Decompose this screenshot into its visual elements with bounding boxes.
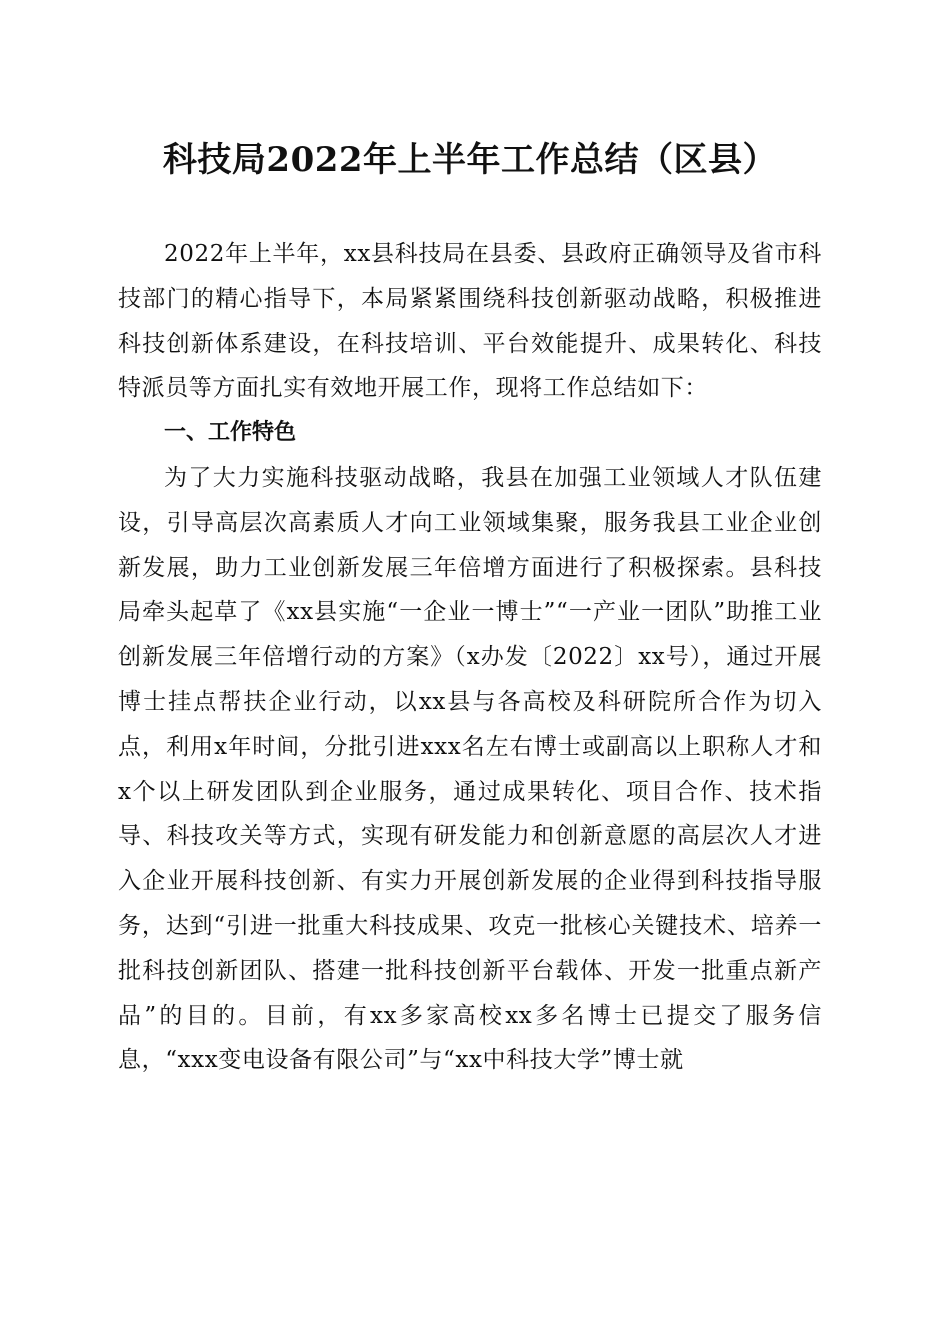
intro-paragraph: 2022年上半年，xx县科技局在县委、县政府正确领导及省市科技部门的精心指导下，本局紧紧围绕科技创新驱动战略，积极推进科技创新体系建设，在科技培训、平台效能提升、成果转化、科技特派员等方面扎实有效地开展工作，现将工作总结如下：: [118, 241, 822, 402]
document-body: [118, 232, 822, 1083]
document-title: 科技局2022年上半年工作总结（区县）: [162, 140, 778, 180]
section-paragraph-work-features: 为了大力实施科技驱动战略，我县在加强工业领域人才队伍建设，引导高层次高素质人才向工业领域集聚，服务我县工业企业创新发展，助力工业创新发展三年倍增方面进行了积极探索。县科技局牵头起草了《xx县实施“一企业一博士”“一产业一团队”助推工业创新发展三年倍增行动的方案》（x办发〔2022〕xx号），通过开展博士挂点帮扶企业行动，以xx县与各高校及科研院所合作为切入点，利用x年时间，分批引进xxx名左右博士或副高以上职称人才和x个以上研发团队到企业服务，通过成果转化、项目合作、技术指导、科技攻关等方式，实现有研发能力和创新意愿的高层次人才进入企业开展科技创新、有实力开展创新发展的企业得到科技指导服务，达到“引进一批重大科技成果、攻克一批核心关键技术、培养一批科技创新团队、搭建一批科技创新平台载体、开发一批重点新产品”的目的。目前，有xx多家高校xx多名博士已提交了服务信息，“xxx变电设备有限公司”与“xx中科技大学”博士就: [118, 464, 822, 1074]
section-heading-work-features: 一、工作特色: [164, 420, 297, 446]
